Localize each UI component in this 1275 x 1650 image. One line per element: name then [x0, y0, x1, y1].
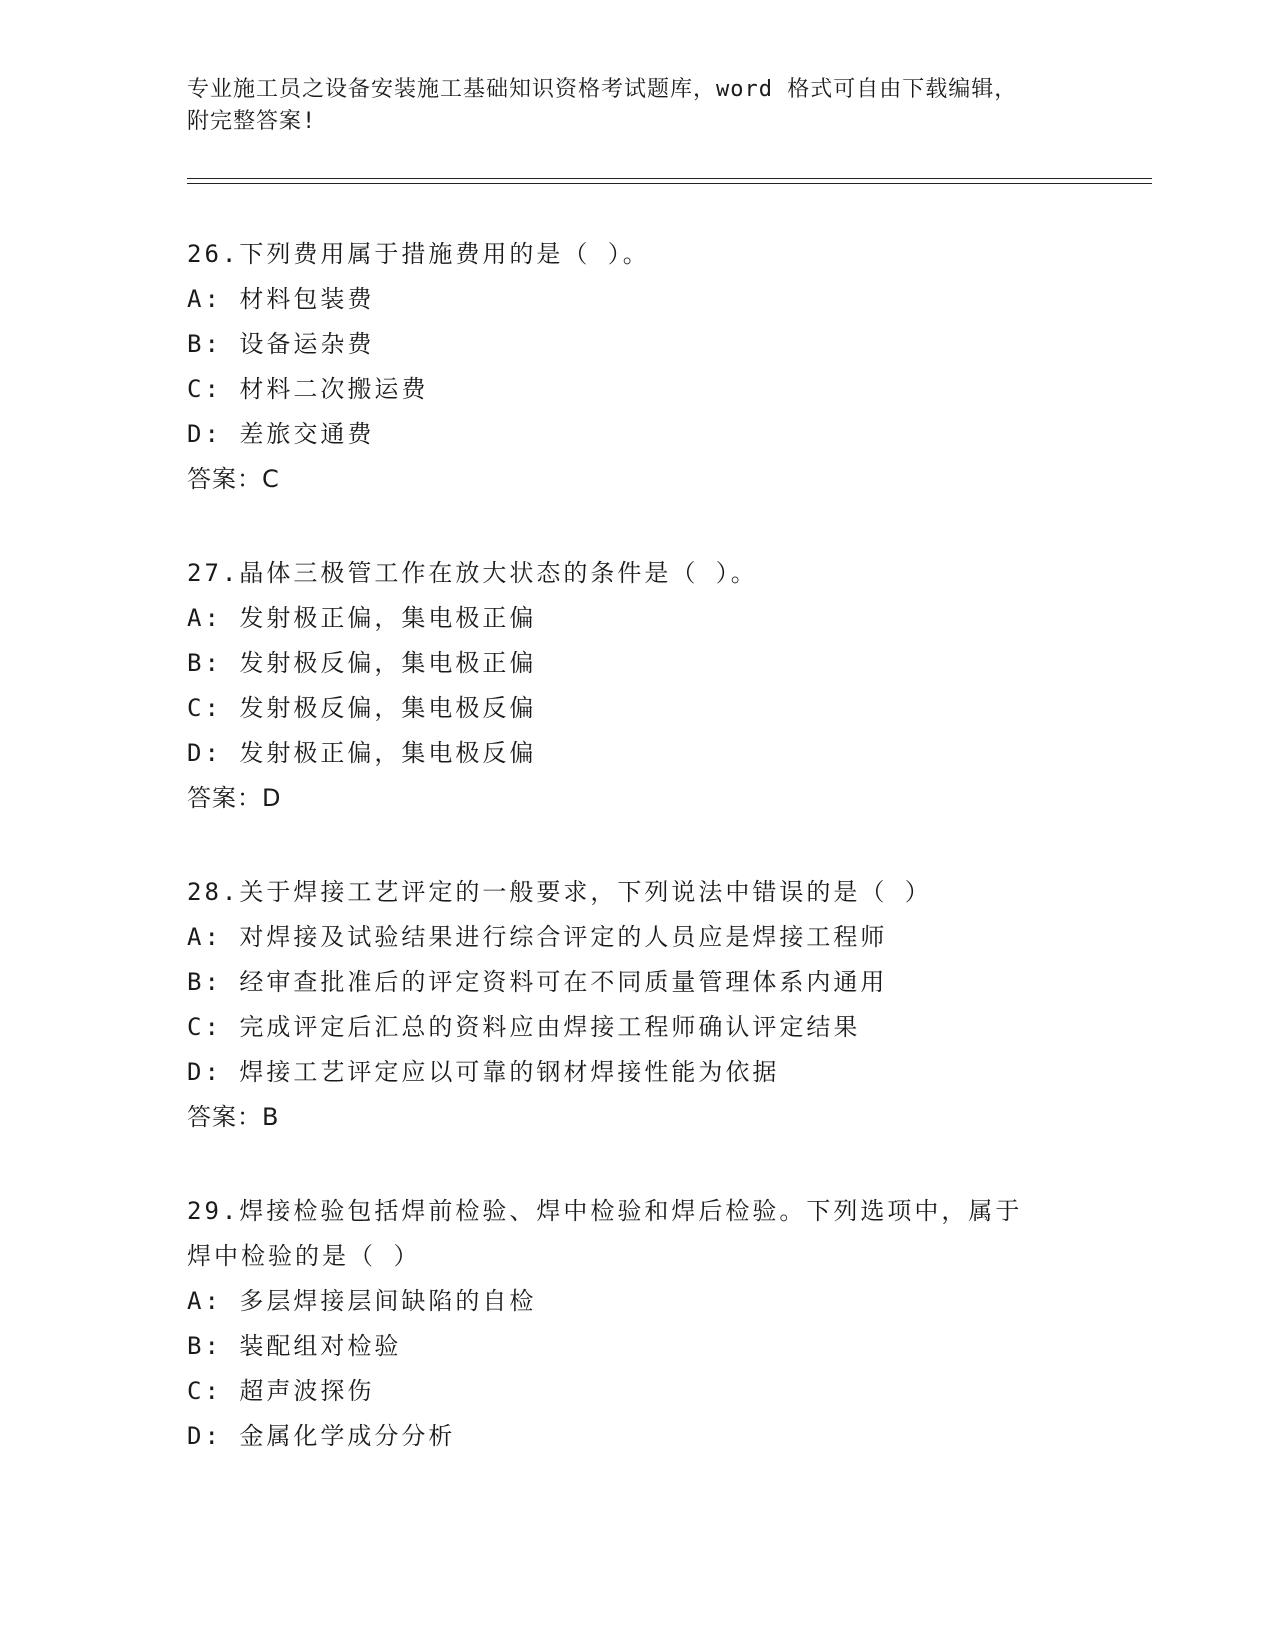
header-line-2: 附完整答案!	[187, 109, 317, 134]
option-d: D: 发射极正偏，集电极反偏	[187, 739, 537, 767]
question-stem-line-1: 29.焊接检验包括焊前检验、焊中检验和焊后检验。下列选项中，属于	[187, 1197, 1023, 1225]
option-c: C: 材料二次搬运费	[187, 375, 429, 403]
option-a: A: 对焊接及试验结果进行综合评定的人员应是焊接工程师	[187, 923, 888, 951]
option-d: D: 焊接工艺评定应以可靠的钢材焊接性能为依据	[187, 1058, 780, 1086]
answer: 答案：D	[187, 784, 282, 812]
option-b: B: 设备运杂费	[187, 330, 375, 358]
option-d: D: 差旅交通费	[187, 420, 375, 448]
option-a: A: 材料包装费	[187, 285, 375, 313]
answer: 答案：B	[187, 1103, 280, 1131]
option-c: C: 发射极反偏，集电极反偏	[187, 694, 537, 722]
answer: 答案：C	[187, 465, 280, 493]
header-line-1: 专业施工员之设备安装施工基础知识资格考试题库，word 格式可自由下载编辑，	[187, 77, 1018, 102]
header-divider-top	[187, 178, 1152, 179]
question-28	[187, 870, 1087, 1140]
question-stem: 27.晶体三极管工作在放大状态的条件是（ ）。	[187, 559, 758, 587]
option-c: C: 完成评定后汇总的资料应由焊接工程师确认评定结果	[187, 1013, 861, 1041]
question-stem: 26.下列费用属于措施费用的是（ ）。	[187, 240, 650, 268]
question-26	[187, 232, 1087, 502]
option-b: B: 经审查批准后的评定资料可在不同质量管理体系内通用	[187, 968, 888, 996]
option-c: C: 超声波探伤	[187, 1377, 375, 1405]
option-a: A: 发射极正偏，集电极正偏	[187, 604, 537, 632]
question-stem: 28.关于焊接工艺评定的一般要求，下列说法中错误的是（ ）	[187, 878, 932, 906]
option-a: A: 多层焊接层间缺陷的自检	[187, 1287, 537, 1315]
document-header	[187, 74, 1087, 138]
question-27	[187, 551, 1087, 821]
question-29	[187, 1189, 1087, 1459]
question-stem-line-2: 焊中检验的是（ ）	[187, 1242, 421, 1270]
header-divider-bottom	[187, 183, 1152, 184]
option-b: B: 装配组对检验	[187, 1332, 402, 1360]
option-d: D: 金属化学成分分析	[187, 1422, 456, 1450]
option-b: B: 发射极反偏，集电极正偏	[187, 649, 537, 677]
